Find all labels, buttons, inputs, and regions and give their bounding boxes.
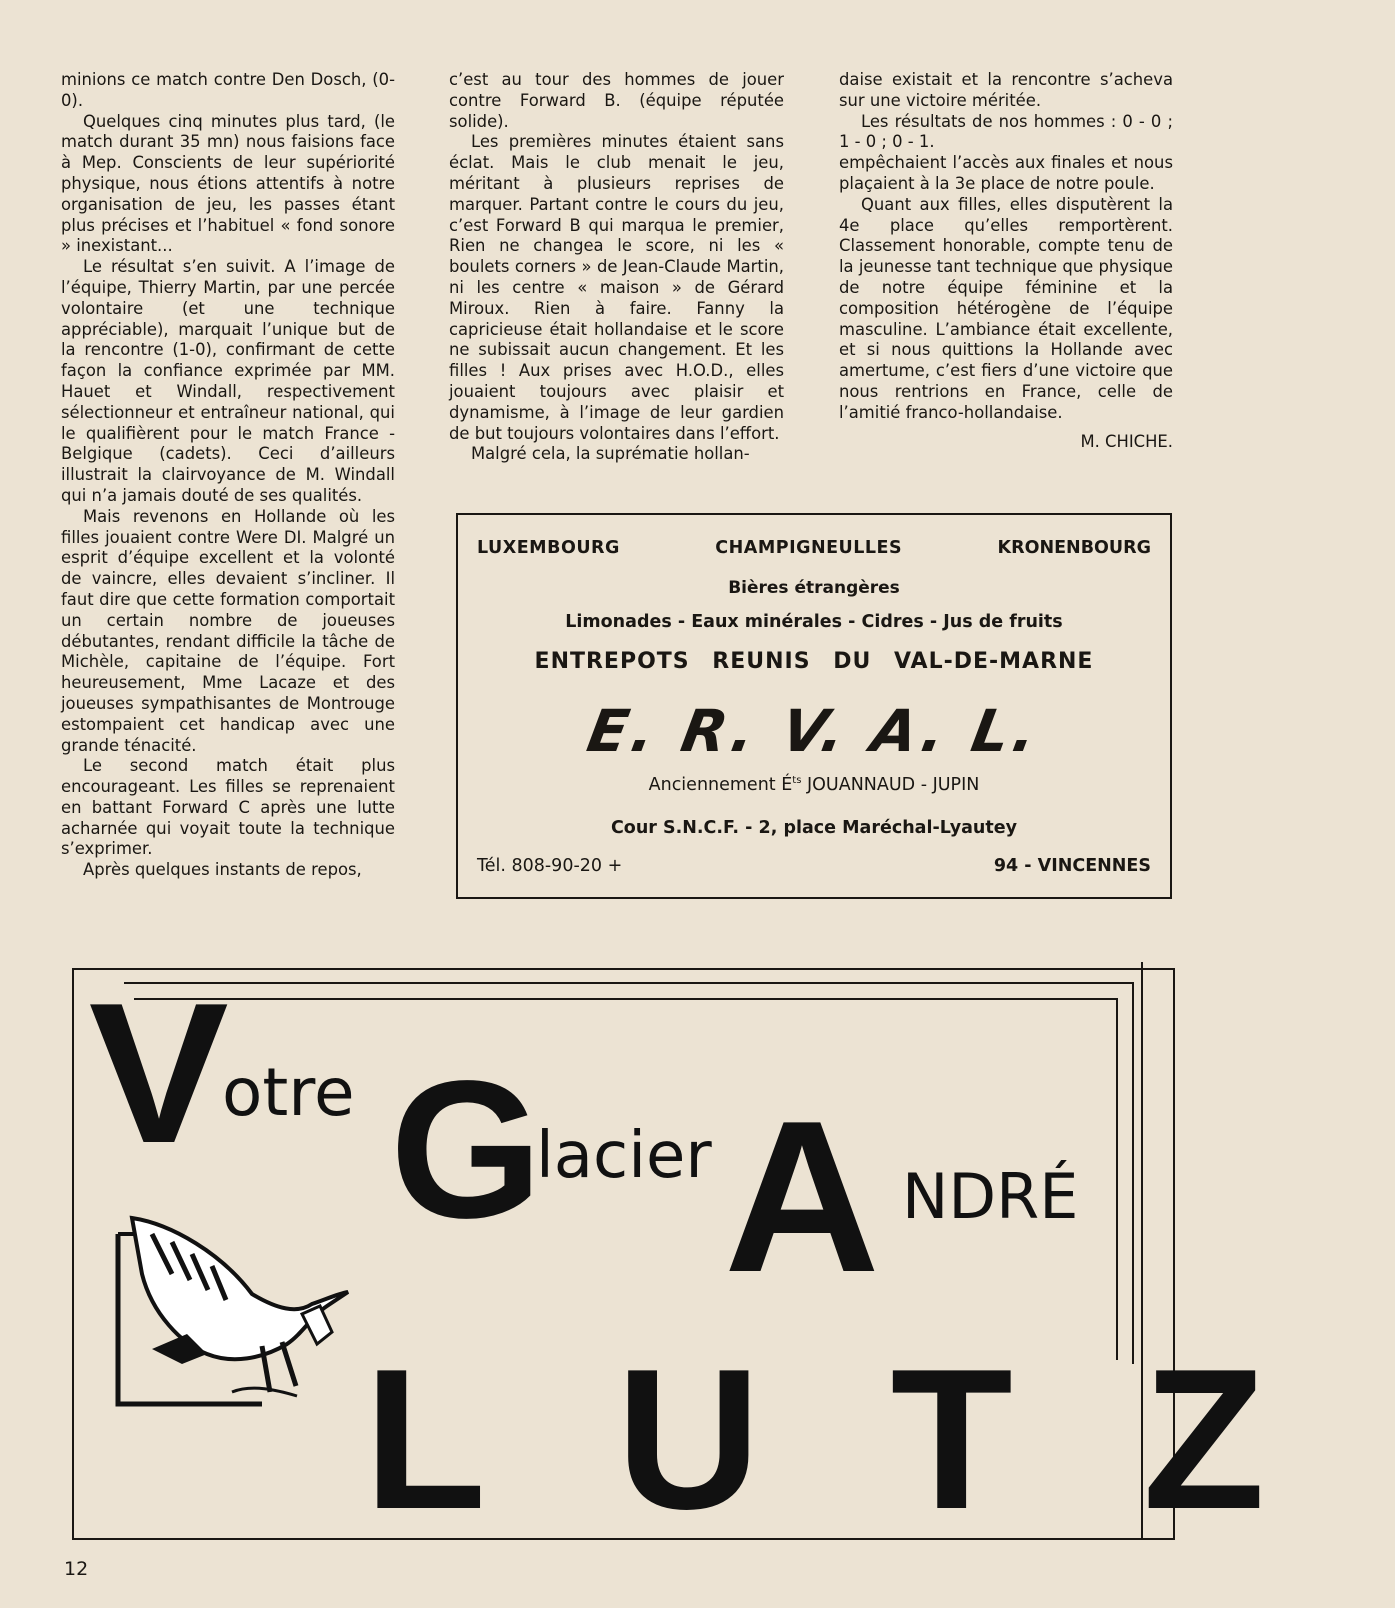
- name-lutz: LUTZ: [364, 1328, 1395, 1551]
- article-column-1: [61, 70, 395, 881]
- article-column-2: [449, 70, 784, 465]
- word-lacier: lacier: [536, 1119, 712, 1193]
- paragraph: Après quelques instants de repos,: [83, 860, 362, 880]
- article-column-3: [839, 70, 1173, 452]
- erval-advertisement: [456, 513, 1172, 899]
- paragraph: Quelques cinq minutes plus tard, (le match durant 35 mn) nous faisions face à Mep. Conscients de leur supériorité physique, nous étions attentifs à notre organisation de jeu, les passes étant plus précises et l’habituel « fond sonore » inexistant...: [61, 111, 395, 256]
- city: 94 - VINCENNES: [993, 856, 1151, 876]
- foreign-beers: Bières étrangères: [728, 578, 900, 598]
- paragraph: Mais revenons en Hollande où les filles jouaient contre Were DI. Malgré un esprit d’équipe excellent et la volonté de vaincre, elles devaient s’incliner. Il faut dire que cette formation comportait un certain nombre de joueuses débutantes, rendant difficile la tâche de Michèle, capitaine de l’équipe. Fort heureusement, Mme Lacaze et des joueuses sympathisantes de Montrouge estompaient cet handicap avec une grande ténacité.: [61, 506, 395, 755]
- brand-kronenbourg: KRONENBOURG: [997, 538, 1151, 558]
- stork-illustration-icon: [112, 1214, 352, 1410]
- products-line: Limonades - Eaux minérales - Cidres - Jus de fruits: [565, 612, 1063, 632]
- address: Cour S.N.C.F. - 2, place Maréchal-Lyautey: [610, 818, 1018, 838]
- beer-brands: [477, 538, 1151, 558]
- page-number: 12: [64, 1558, 89, 1580]
- paragraph: Quant aux filles, elles disputèrent la 4e place qu’elles remportèrent. Classement honorable, compte tenu de la jeunesse tant technique que physique de notre équipe féminine et la composition hétérogène de l’équipe masculine. L’ambiance était excellente, et si nous quittions la Hollande avec amertume, c’est fiers d’une victoire que nous rentrions en France, celle de l’amitié franco-hollandaise.: [839, 194, 1173, 422]
- contact-footer: [477, 856, 1151, 876]
- paragraph: c’est au tour des hommes de jouer contre Forward B. (équipe réputée solide).: [449, 70, 784, 131]
- paragraph: Malgré cela, la suprématie hollan-: [471, 444, 750, 464]
- brand-champigneulles: CHAMPIGNEULLES: [715, 538, 903, 558]
- letter-g: G: [390, 1040, 543, 1259]
- letter-v: V: [88, 962, 229, 1185]
- paragraph: Le résultat s’en suivit. A l’image de l’équipe, Thierry Martin, par une percée volontaire (et une technique appréciable), marquait l’unique but de la rencontre (1-0), confirmant de cette façon la confiance exprimée par MM. Hauet et Windall, respectivement sélectionneur et entraîneur national, qui le qualifièrent pour le match France - Belgique (cadets). Ceci d’ailleurs illustrait la clairvoyance de M. Windall qui n’a jamais douté de ses qualités.: [61, 257, 395, 505]
- erval-logo: E. R. V. A. L.: [582, 697, 1046, 765]
- paragraph: Le second match était plus encourageant. Les filles se reprenaient en battant Forward C après une lutte acharnée qui voyait toute la technique s’exprimer.: [61, 756, 395, 859]
- company-fullname: ENTREPOTS REUNIS DU VAL-DE-MARNE: [534, 649, 1094, 674]
- signature: M. CHICHE.: [1080, 431, 1173, 451]
- brand-luxembourg: LUXEMBOURG: [477, 538, 620, 558]
- paragraph: Les résultats de nos hommes : 0 - 0 ; 1 - 0 ; 0 - 1.: [839, 111, 1173, 152]
- formerly-line: Anciennement $É^{ts}$ JOUANNAUD - JUPIN: [648, 775, 980, 795]
- letter-a: A: [724, 1075, 880, 1317]
- glacier-lutz-advertisement: [72, 962, 1395, 1551]
- paragraph: Les premières minutes étaient sans éclat. Mais le club menait le jeu, méritant à plusieurs reprises de marquer. Partant contre le cours du jeu, c’est Forward B qui marqua le premier, Rien ne changea le score, ni les « boulets corners » de Jean-Claude Martin, ni les centre « maison » de Gérard Miroux. Rien à faire. Fanny la capricieuse était hollandaise et le score ne subissait aucun changement. Et les filles ! Aux prises avec H.O.D., elles jouaient toujours avec plaisir et dynamisme, à l’image de leur gardien de but toujours volontaires dans l’effort.: [449, 132, 784, 443]
- phone: Tél. 808-90-20 +: [477, 856, 623, 876]
- paragraph: minions ce match contre Den Dosch, (0-0).: [61, 70, 395, 110]
- paragraph: daise existait et la rencontre s’acheva sur une victoire méritée.: [839, 70, 1173, 110]
- word-otre: otre: [222, 1054, 355, 1131]
- paragraph: empêchaient l’accès aux finales et nous plaçaient à la 3e place de notre poule.: [839, 153, 1173, 193]
- word-ndre: NDRÉ: [902, 1160, 1079, 1233]
